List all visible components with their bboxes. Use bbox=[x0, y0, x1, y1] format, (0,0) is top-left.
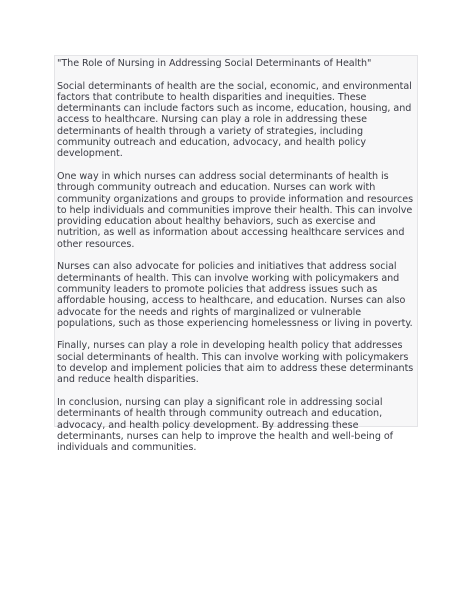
paragraph-outreach: One way in which nurses can address social determinants of health is through community outreach and education. Nurses can work with community organizations and groups to provide information and resources to help individuals and communities improve their health. This can involve providing education about healthy behaviors, such as exercise and nutrition, as well as information about accessing healthcare services and other resources. bbox=[57, 170, 414, 250]
paragraph-conclusion: In conclusion, nursing can play a significant role in addressing social determinants of health through community outreach and education, advocacy, and health policy development. By addressing these determinants, nurses can help to improve the health and well-being of individuals and communities. bbox=[57, 396, 394, 454]
document-title: "The Role of Nursing in Addressing Social Determinants of Health" bbox=[57, 58, 372, 69]
paragraph-policy: Finally, nurses can play a role in developing health policy that addresses social determinants of health. This can involve working with policymakers to develop and implement policies that aim to address these determinants and reduce health disparities. bbox=[57, 340, 414, 386]
paragraph-advocacy: Nurses can also advocate for policies and initiatives that address social determinants of health. This can involve working with policymakers and community leaders to promote policies that address issues such as affordable housing, access to healthcare, and education. Nurses can also advocate for the needs and rights of marginalized or vulnerable populations, such as those experiencing homelessness or living in poverty. bbox=[57, 261, 413, 329]
paragraph-intro: Social determinants of health are the social, economic, and environmental factors that contribute to health disparities and inequities. These determinants can include factors such as income, education, housing, and access to healthcare. Nursing can play a role in addressing these determinants of health through a variety of strategies, including community outreach and education, advocacy, and health policy development. bbox=[57, 80, 412, 160]
document-text-block bbox=[54, 55, 418, 454]
